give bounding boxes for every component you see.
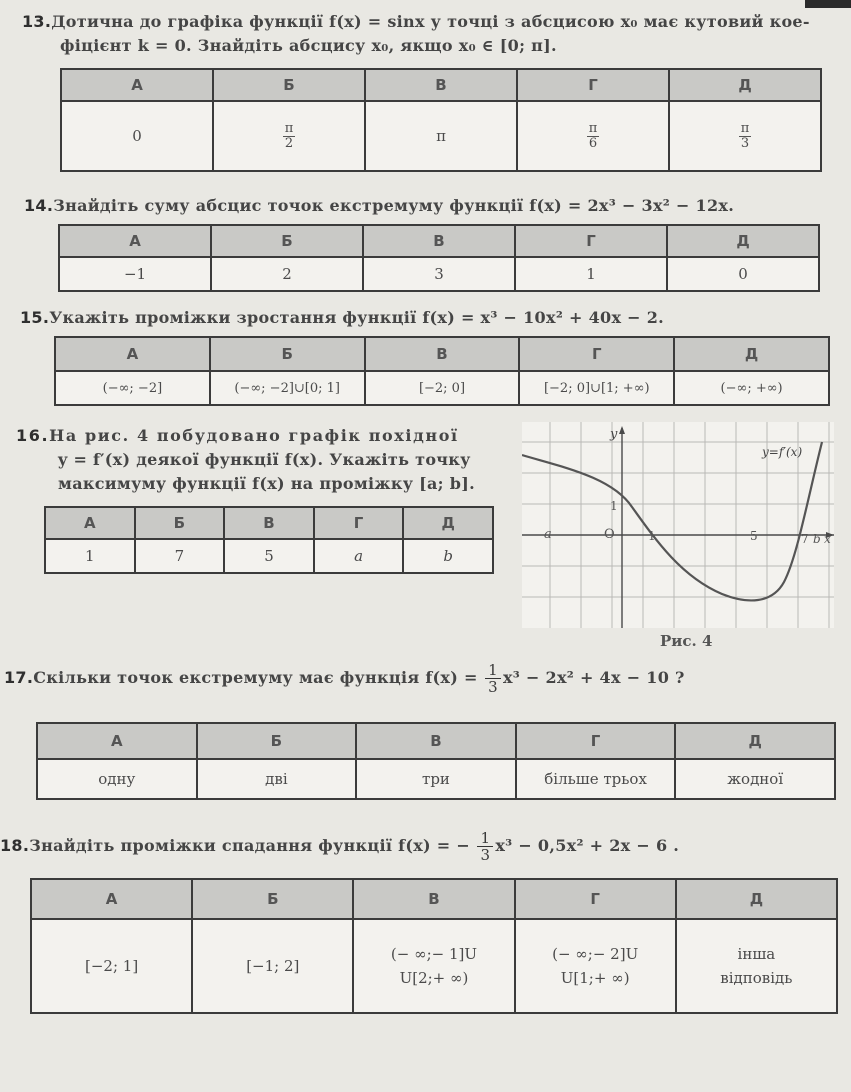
answer-header: В — [353, 879, 514, 919]
answer-option-c[interactable]: три — [356, 759, 516, 799]
question-text: x³ − 0,5x² + 2x − 6 . — [495, 836, 680, 855]
answer-option-e[interactable]: b — [403, 539, 493, 573]
fraction: $\frac{1}{3}$ — [485, 662, 501, 695]
answer-option-d[interactable]: [−2; 0]∪[1; +∞) — [519, 371, 674, 405]
derivative-graph-figure — [522, 422, 834, 628]
fraction: $\frac{\pi}{3}$ — [740, 120, 750, 151]
answer-option-a[interactable]: 0 — [61, 101, 213, 171]
question-14 — [24, 194, 734, 218]
answer-option-a[interactable]: 1 — [45, 539, 135, 573]
x-seven-label: 7 — [801, 532, 809, 546]
answer-option-a[interactable]: −1 — [59, 257, 211, 291]
answer-header: Г — [517, 69, 669, 101]
x-five-label: 5 — [750, 529, 758, 543]
a-label: a — [544, 527, 552, 542]
answer-option-c[interactable]: 3 — [363, 257, 515, 291]
x-one-label: 1 — [648, 529, 656, 543]
question-17 — [4, 662, 685, 695]
answer-header: Д — [675, 723, 835, 759]
question-text: x³ − 2x² + 4x − 10 ? — [502, 668, 685, 687]
answer-option-c[interactable]: [−2; 0] — [365, 371, 520, 405]
answer-header: Б — [192, 879, 353, 919]
answer-header: Д — [674, 337, 829, 371]
answer-option-a[interactable]: одну — [37, 759, 197, 799]
answer-option-c[interactable]: π — [365, 101, 517, 171]
question-number: 16. — [16, 426, 50, 445]
derivative-curve — [522, 442, 822, 600]
curve-label: y=f′(x) — [762, 445, 803, 459]
question-text: Скільки точок екстремуму має функція f(x) = — [33, 668, 478, 687]
answer-header: А — [45, 507, 135, 539]
question-number: 15. — [20, 308, 50, 327]
answer-option-c[interactable]: 5 — [224, 539, 314, 573]
answer-header: Г — [515, 225, 667, 257]
question-18 — [0, 830, 679, 863]
answer-table-13 — [60, 68, 822, 172]
answer-option-e[interactable]: (−∞; +∞) — [674, 371, 829, 405]
fraction: $\frac{\pi}{6}$ — [588, 120, 598, 151]
answer-option-b[interactable]: 2 — [211, 257, 363, 291]
answer-option-a[interactable]: [−2; 1] — [31, 919, 192, 1013]
answer-header: В — [365, 69, 517, 101]
answer-option-d[interactable]: (− ∞;− 2]U U[1;+ ∞) — [515, 919, 676, 1013]
y-axis-arrow — [619, 426, 625, 434]
answer-option-d[interactable]: a — [314, 539, 404, 573]
answer-header: Г — [515, 879, 676, 919]
answer-header: Г — [516, 723, 676, 759]
answer-header: Д — [676, 879, 837, 919]
answer-option-b[interactable]: 7 — [135, 539, 225, 573]
answer-header: В — [356, 723, 516, 759]
answer-header: Б — [213, 69, 365, 101]
answer-option-b[interactable]: [−1; 2] — [192, 919, 353, 1013]
question-15 — [20, 306, 664, 330]
answer-header: В — [365, 337, 520, 371]
question-text: Знайдіть проміжки спадання функції f(x) = − — [29, 836, 471, 855]
answer-header: Д — [669, 69, 821, 101]
answer-header: Г — [519, 337, 674, 371]
answer-header: Б — [135, 507, 225, 539]
fraction: $\frac{\pi}{2}$ — [284, 120, 294, 151]
y-one-label: 1 — [610, 499, 618, 513]
answer-option-c[interactable]: (− ∞;− 1]U U[2;+ ∞) — [353, 919, 514, 1013]
answer-header: А — [61, 69, 213, 101]
answer-table-14 — [58, 224, 820, 292]
page-edge-mark — [805, 0, 851, 8]
answer-option-e[interactable] — [669, 101, 821, 171]
question-text: Укажіть проміжки зростання функції f(x) = x³ − 10x² + 40x − 2. — [49, 308, 665, 327]
x-label: x — [824, 532, 831, 546]
answer-option-d[interactable] — [517, 101, 669, 171]
answer-header: Б — [211, 225, 363, 257]
answer-option-e[interactable]: 0 — [667, 257, 819, 291]
answer-table-16 — [44, 506, 494, 574]
answer-table-15 — [54, 336, 830, 406]
origin-label: O — [604, 527, 615, 542]
answer-option-b[interactable]: (−∞; −2]∪[0; 1] — [210, 371, 365, 405]
fraction: $\frac{1}{3}$ — [477, 830, 493, 863]
answer-header: В — [224, 507, 314, 539]
answer-header: Д — [403, 507, 493, 539]
question-number: 13. — [22, 12, 52, 31]
answer-header: А — [31, 879, 192, 919]
answer-option-a[interactable]: (−∞; −2] — [55, 371, 210, 405]
question-text-line: На рис. 4 побудовано графік похідної — [49, 426, 459, 445]
answer-header: А — [55, 337, 210, 371]
answer-header: Б — [197, 723, 357, 759]
answer-option-d[interactable]: 1 — [515, 257, 667, 291]
answer-table-18 — [30, 878, 838, 1014]
answer-header: А — [37, 723, 197, 759]
answer-option-b[interactable]: дві — [197, 759, 357, 799]
answer-option-e[interactable]: жодної — [675, 759, 835, 799]
answer-option-b[interactable] — [213, 101, 365, 171]
answer-option-d[interactable]: більше трьох — [516, 759, 676, 799]
question-16 — [16, 424, 511, 496]
question-number: 17. — [4, 668, 34, 687]
answer-header: В — [363, 225, 515, 257]
question-text-line: фіцієнт k = 0. Знайдіть абсцису x₀, якщо x₀ ∈ [0; π]. — [60, 36, 557, 55]
question-13 — [22, 10, 842, 58]
figure-caption: Рис. 4 — [660, 632, 713, 650]
answer-header: Д — [667, 225, 819, 257]
question-number: 14. — [24, 196, 54, 215]
answer-option-e[interactable]: інша відповідь — [676, 919, 837, 1013]
question-text-line: Дотична до графіка функції f(x) = sinx у точці з абсцисою x₀ має кутовий кое- — [51, 12, 810, 31]
derivative-graph — [522, 422, 834, 628]
answer-header: Г — [314, 507, 404, 539]
question-text-line: y = f′(x) деякої функції f(x). Укажіть точку — [58, 450, 471, 469]
answer-table-17 — [36, 722, 836, 800]
answer-header: А — [59, 225, 211, 257]
y-label: y — [610, 427, 618, 442]
question-text-line: максимуму функції f(x) на проміжку [a; b]. — [58, 474, 475, 493]
b-label: b — [813, 532, 821, 546]
question-text: Знайдіть суму абсцис точок екстремуму функції f(x) = 2x³ − 3x² − 12x. — [53, 196, 735, 215]
answer-header: Б — [210, 337, 365, 371]
question-number: 18. — [0, 836, 30, 855]
